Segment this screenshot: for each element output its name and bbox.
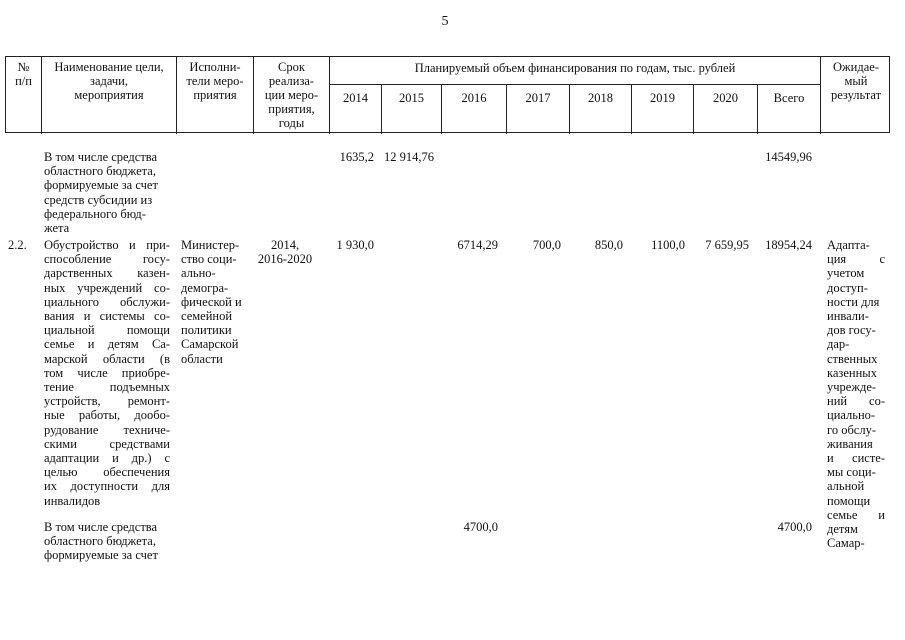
row-c-2016: 4700,0 [463, 520, 498, 534]
row-a-2015: 12 914,76 [384, 150, 434, 164]
row-b-executor: Министер- ство соци- ально- демогра- фической и семейной политики Самарской области [181, 238, 242, 366]
row-b-2019: 1100,0 [651, 238, 685, 252]
header-year-2020: 2020 [713, 91, 738, 105]
row-b-2020: 7 659,95 [705, 238, 749, 252]
header-financing: Планируемый объем финансирования по годам, тыс. рублей [414, 61, 736, 75]
row-b-term: 2014, 2016-2020 [257, 238, 313, 267]
row-a-total: 14549,96 [765, 150, 812, 164]
header-name: Наименование цели, задачи, мероприятия [54, 60, 164, 102]
header-year-2018: 2018 [588, 91, 613, 105]
header-year-2014: 2014 [343, 91, 368, 105]
header-year-2019: 2019 [650, 91, 675, 105]
table-header [5, 56, 890, 133]
row-b-2018: 850,0 [594, 238, 623, 252]
header-executor: Исполни- тели меро- приятия [186, 60, 244, 102]
row-c-total: 4700,0 [777, 520, 812, 534]
row-b-name: Обустройство и при- способление госу- дарственных казен- ных учреждений со- циального обслужи- вания и системы со- циальной помощи семье и детям Са- марской области (в том числе приобре- тение подъемных устройств, ремонт- ные работы, дообо- рудование техниче- скими средствами адаптации и др.) с целью обеспечения их доступности для инвалидов [44, 238, 170, 508]
row-b-2017: 700,0 [532, 238, 561, 252]
row-a-2014: 1635,2 [339, 150, 374, 164]
row-divider [329, 84, 820, 85]
row-b-2016: 6714,29 [457, 238, 498, 252]
page-number: 5 [441, 14, 449, 29]
row-b-2014: 1 930,0 [336, 238, 374, 252]
header-result: Ожидае- мый результат [830, 60, 882, 102]
header-total: Всего [773, 91, 805, 105]
row-b-total: 18954,24 [765, 238, 812, 252]
row-b-num: 2.2. [8, 238, 27, 252]
header-year-2015: 2015 [399, 91, 424, 105]
header-num: № п/п [15, 60, 32, 88]
header-term: Срок реализа- ции меро- приятия, годы [264, 60, 319, 130]
header-year-2017: 2017 [525, 91, 551, 105]
row-a-name: В том числе средства областного бюджета, формируемые за счет средств субсидии из федерального бюд- жета [44, 150, 158, 236]
row-b-result: Адапта- ция с учетом доступ- ности для инвали- дов госу- дар- ственных казенных учрежде- ний со- циально- го обслу- живания и систе- мы соци- альной помощи семье и детям Самар- [827, 238, 885, 551]
header-year-2016: 2016 [461, 91, 487, 105]
row-c-name: В том числе средства областного бюджета, формируемые за счет [44, 520, 158, 563]
